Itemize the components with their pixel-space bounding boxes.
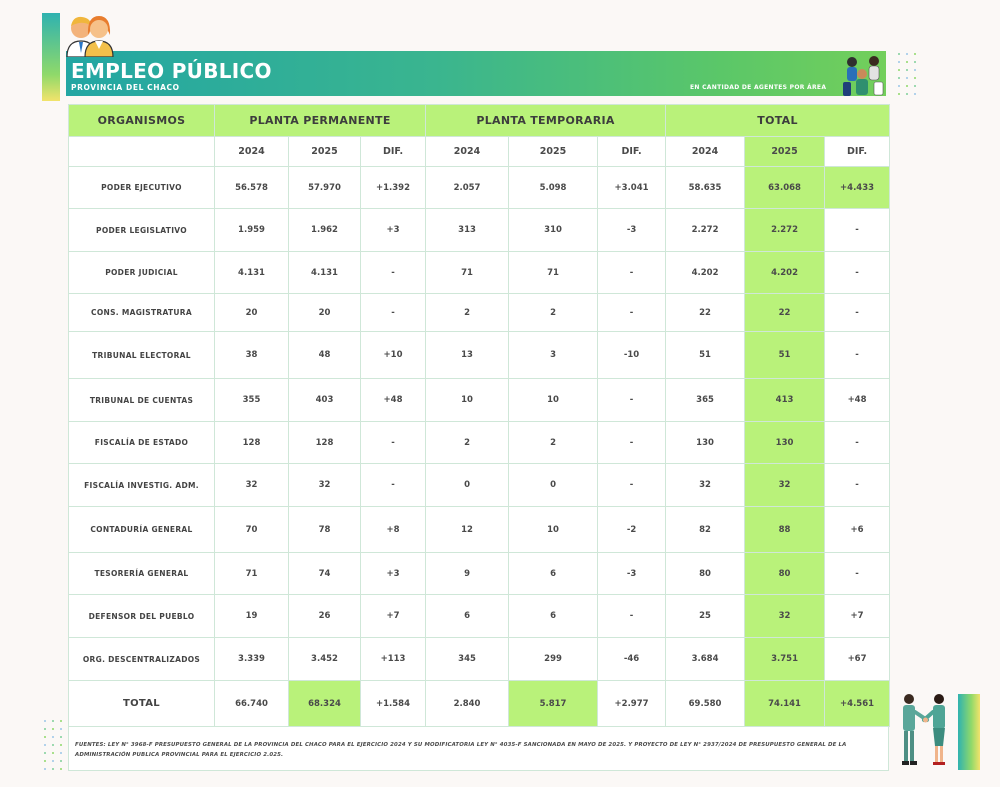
subheader-cell: DIF. bbox=[361, 137, 426, 167]
value-cell: - bbox=[598, 422, 666, 464]
value-cell: 32 bbox=[289, 464, 361, 507]
value-cell: 2.272 bbox=[666, 209, 745, 252]
value-cell: 2 bbox=[509, 294, 598, 332]
value-cell: 299 bbox=[509, 638, 598, 681]
total-value-cell: 66.740 bbox=[215, 681, 289, 727]
value-cell: - bbox=[825, 422, 890, 464]
header-planta-temporaria: PLANTA TEMPORARIA bbox=[426, 105, 666, 137]
employment-table bbox=[68, 104, 890, 727]
organismo-cell: TESORERÍA GENERAL bbox=[69, 553, 215, 595]
value-cell: +3.041 bbox=[598, 167, 666, 209]
table-row bbox=[69, 167, 890, 209]
value-cell: +48 bbox=[825, 379, 890, 422]
value-cell: +3 bbox=[361, 209, 426, 252]
table-row bbox=[69, 294, 890, 332]
value-cell: 78 bbox=[289, 507, 361, 553]
value-cell: 128 bbox=[215, 422, 289, 464]
value-cell: +67 bbox=[825, 638, 890, 681]
value-cell: 63.068 bbox=[745, 167, 825, 209]
value-cell: +48 bbox=[361, 379, 426, 422]
value-cell: 128 bbox=[289, 422, 361, 464]
left-accent-bar bbox=[42, 13, 60, 101]
organismo-cell: DEFENSOR DEL PUEBLO bbox=[69, 595, 215, 638]
subheader-cell: DIF. bbox=[598, 137, 666, 167]
table-row bbox=[69, 332, 890, 379]
value-cell: - bbox=[361, 252, 426, 294]
organismo-cell: PODER JUDICIAL bbox=[69, 252, 215, 294]
organismo-cell: FISCALÍA DE ESTADO bbox=[69, 422, 215, 464]
subheader-cell: 2025 bbox=[509, 137, 598, 167]
organismo-cell: PODER LEGISLATIVO bbox=[69, 209, 215, 252]
value-cell: -10 bbox=[598, 332, 666, 379]
value-cell: - bbox=[825, 464, 890, 507]
value-cell: - bbox=[361, 464, 426, 507]
value-cell: 58.635 bbox=[666, 167, 745, 209]
value-cell: 71 bbox=[215, 553, 289, 595]
value-cell: - bbox=[825, 252, 890, 294]
table-row bbox=[69, 595, 890, 638]
subheader-cell: 2025 bbox=[289, 137, 361, 167]
value-cell: 3.751 bbox=[745, 638, 825, 681]
header-planta-permanente: PLANTA PERMANENTE bbox=[215, 105, 426, 137]
value-cell: 71 bbox=[426, 252, 509, 294]
value-cell: +113 bbox=[361, 638, 426, 681]
value-cell: - bbox=[825, 209, 890, 252]
value-cell: 12 bbox=[426, 507, 509, 553]
value-cell: 80 bbox=[745, 553, 825, 595]
value-cell: 10 bbox=[509, 507, 598, 553]
page-subtitle: PROVINCIA DEL CHACO bbox=[71, 83, 180, 92]
organismo-cell: FISCALÍA INVESTIG. ADM. bbox=[69, 464, 215, 507]
organismo-cell: TRIBUNAL ELECTORAL bbox=[69, 332, 215, 379]
value-cell: +7 bbox=[825, 595, 890, 638]
total-value-cell: 69.580 bbox=[666, 681, 745, 727]
value-cell: 345 bbox=[426, 638, 509, 681]
value-cell: 19 bbox=[215, 595, 289, 638]
value-cell: 88 bbox=[745, 507, 825, 553]
table-row bbox=[69, 464, 890, 507]
value-cell: 20 bbox=[289, 294, 361, 332]
value-cell: +6 bbox=[825, 507, 890, 553]
value-cell: - bbox=[825, 332, 890, 379]
employment-table-container bbox=[68, 104, 889, 771]
value-cell: -3 bbox=[598, 553, 666, 595]
value-cell: 57.970 bbox=[289, 167, 361, 209]
value-cell: 2 bbox=[426, 294, 509, 332]
value-cell: +4.433 bbox=[825, 167, 890, 209]
value-cell: +1.392 bbox=[361, 167, 426, 209]
value-cell: 71 bbox=[509, 252, 598, 294]
value-cell: 32 bbox=[666, 464, 745, 507]
value-cell: 3.684 bbox=[666, 638, 745, 681]
value-cell: 130 bbox=[666, 422, 745, 464]
subheader-cell: DIF. bbox=[825, 137, 890, 167]
value-cell: 130 bbox=[745, 422, 825, 464]
value-cell: 4.202 bbox=[745, 252, 825, 294]
dot-grid-bottom-left bbox=[44, 720, 64, 770]
organismo-cell: CONTADURÍA GENERAL bbox=[69, 507, 215, 553]
total-value-cell: 74.141 bbox=[745, 681, 825, 727]
value-cell: 32 bbox=[745, 464, 825, 507]
table-row bbox=[69, 422, 890, 464]
table-row bbox=[69, 379, 890, 422]
table-row bbox=[69, 209, 890, 252]
value-cell: - bbox=[598, 252, 666, 294]
value-cell: 9 bbox=[426, 553, 509, 595]
value-cell: +3 bbox=[361, 553, 426, 595]
value-cell: -2 bbox=[598, 507, 666, 553]
value-cell: +7 bbox=[361, 595, 426, 638]
value-cell: 25 bbox=[666, 595, 745, 638]
value-cell: 4.131 bbox=[289, 252, 361, 294]
page-title: EMPLEO PÚBLICO bbox=[71, 59, 272, 83]
total-value-cell: +2.977 bbox=[598, 681, 666, 727]
value-cell: - bbox=[598, 595, 666, 638]
value-cell: 2.272 bbox=[745, 209, 825, 252]
value-cell: 3 bbox=[509, 332, 598, 379]
organismo-cell: ORG. DESCENTRALIZADOS bbox=[69, 638, 215, 681]
value-cell: 3.452 bbox=[289, 638, 361, 681]
total-row bbox=[69, 681, 890, 727]
value-cell: - bbox=[598, 294, 666, 332]
total-value-cell: +1.584 bbox=[361, 681, 426, 727]
value-cell: 5.098 bbox=[509, 167, 598, 209]
value-cell: 13 bbox=[426, 332, 509, 379]
total-value-cell: 68.324 bbox=[289, 681, 361, 727]
value-cell: - bbox=[361, 422, 426, 464]
header-organismos: ORGANISMOS bbox=[69, 105, 215, 137]
right-accent-bar bbox=[958, 694, 980, 770]
value-cell: 403 bbox=[289, 379, 361, 422]
value-cell: 365 bbox=[666, 379, 745, 422]
value-cell: 0 bbox=[426, 464, 509, 507]
value-cell: 10 bbox=[426, 379, 509, 422]
value-cell: 10 bbox=[509, 379, 598, 422]
header-note: EN CANTIDAD DE AGENTES POR ÁREA bbox=[690, 84, 827, 91]
year-header-row bbox=[69, 137, 890, 167]
subheader-cell: 2025 bbox=[745, 137, 825, 167]
value-cell: 32 bbox=[215, 464, 289, 507]
value-cell: 6 bbox=[509, 595, 598, 638]
value-cell: - bbox=[598, 379, 666, 422]
value-cell: 2.057 bbox=[426, 167, 509, 209]
total-value-cell: 2.840 bbox=[426, 681, 509, 727]
value-cell: 48 bbox=[289, 332, 361, 379]
value-cell: 70 bbox=[215, 507, 289, 553]
value-cell: 313 bbox=[426, 209, 509, 252]
subheader-cell: 2024 bbox=[215, 137, 289, 167]
organismo-cell: CONS. MAGISTRATURA bbox=[69, 294, 215, 332]
value-cell: 4.131 bbox=[215, 252, 289, 294]
value-cell: -46 bbox=[598, 638, 666, 681]
value-cell: 413 bbox=[745, 379, 825, 422]
value-cell: 74 bbox=[289, 553, 361, 595]
table-row bbox=[69, 638, 890, 681]
value-cell: 1.962 bbox=[289, 209, 361, 252]
value-cell: 32 bbox=[745, 595, 825, 638]
sources-footnote: FUENTES: LEY N° 3968-F PRESUPUESTO GENERAL DE LA PROVINCIA DEL CHACO PARA EL EJERCICIO 2024 Y SU MODIFICATORIA LEY N° 4035-F SANCIONADA EN MAYO DE 2025. Y PROYECTO DE LEY N° 2937/2024 DE PRESUPUESTO GENERAL DE LA ADMINISTRACIÓN PUBLICA PROVINCIAL PARA EL EJERCICIO 2.025. bbox=[68, 727, 889, 771]
value-cell: 1.959 bbox=[215, 209, 289, 252]
table-body bbox=[69, 167, 890, 681]
subheader-cell: 2024 bbox=[666, 137, 745, 167]
value-cell: - bbox=[598, 464, 666, 507]
value-cell: +10 bbox=[361, 332, 426, 379]
value-cell: 82 bbox=[666, 507, 745, 553]
value-cell: 6 bbox=[509, 553, 598, 595]
organismo-cell: PODER EJECUTIVO bbox=[69, 167, 215, 209]
people-pair-icon bbox=[64, 13, 114, 57]
value-cell: 0 bbox=[509, 464, 598, 507]
value-cell: 56.578 bbox=[215, 167, 289, 209]
value-cell: 355 bbox=[215, 379, 289, 422]
empty-header-cell bbox=[69, 137, 215, 167]
subheader-cell: 2024 bbox=[426, 137, 509, 167]
value-cell: 4.202 bbox=[666, 252, 745, 294]
total-value-cell: 5.817 bbox=[509, 681, 598, 727]
diverse-team-icon bbox=[840, 52, 886, 98]
header-total: TOTAL bbox=[666, 105, 890, 137]
handshake-icon bbox=[893, 690, 955, 772]
value-cell: 3.339 bbox=[215, 638, 289, 681]
table-row bbox=[69, 553, 890, 595]
table-row bbox=[69, 252, 890, 294]
value-cell: 38 bbox=[215, 332, 289, 379]
total-label-cell: TOTAL bbox=[69, 681, 215, 727]
value-cell: - bbox=[825, 553, 890, 595]
value-cell: +8 bbox=[361, 507, 426, 553]
value-cell: 26 bbox=[289, 595, 361, 638]
value-cell: 22 bbox=[666, 294, 745, 332]
value-cell: 51 bbox=[745, 332, 825, 379]
value-cell: - bbox=[361, 294, 426, 332]
value-cell: 310 bbox=[509, 209, 598, 252]
value-cell: 6 bbox=[426, 595, 509, 638]
total-value-cell: +4.561 bbox=[825, 681, 890, 727]
organismo-cell: TRIBUNAL DE CUENTAS bbox=[69, 379, 215, 422]
group-header-row bbox=[69, 105, 890, 137]
value-cell: 22 bbox=[745, 294, 825, 332]
value-cell: 80 bbox=[666, 553, 745, 595]
value-cell: 2 bbox=[509, 422, 598, 464]
dot-grid-top-right bbox=[898, 53, 918, 99]
value-cell: - bbox=[825, 294, 890, 332]
table-row bbox=[69, 507, 890, 553]
value-cell: 2 bbox=[426, 422, 509, 464]
value-cell: 51 bbox=[666, 332, 745, 379]
value-cell: 20 bbox=[215, 294, 289, 332]
value-cell: -3 bbox=[598, 209, 666, 252]
